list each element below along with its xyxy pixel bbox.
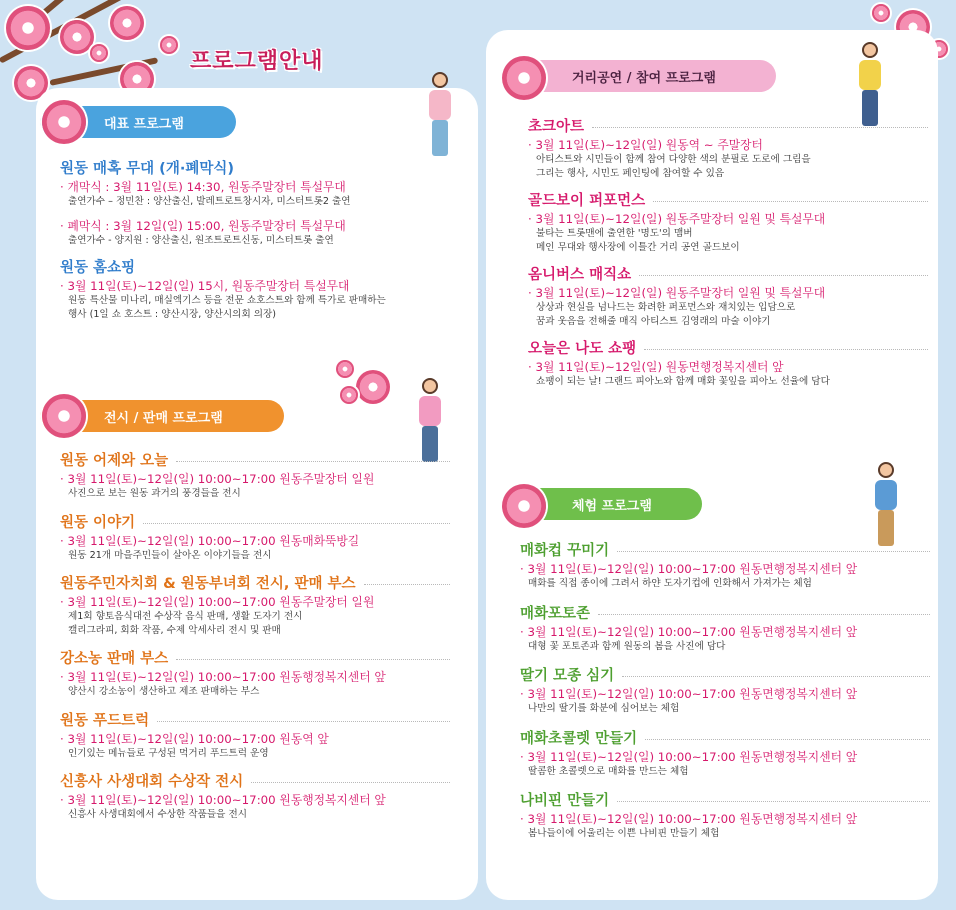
program-schedule: · 3월 11일(토)~12일(일) 10:00~17:00 원동매화뚝방길 (60, 533, 360, 548)
program-item (60, 259, 460, 321)
program-item (520, 667, 930, 716)
program-title: 매화포토존 (520, 605, 591, 622)
program-description: 상상과 현실을 넘나드는 화려한 퍼포먼스와 재치있는 입담으로 (536, 302, 796, 313)
program-schedule: · 3월 11일(토)~12일(일) 원동주말장터 일원 및 특설무대 (528, 286, 826, 300)
program-schedule: · 3월 11일(토)~12일(일) 원동주말장터 일원 및 특설무대 (528, 212, 826, 226)
program-title: 강소농 판매 부스 (60, 651, 169, 667)
program-title: 매화컵 꾸미기 (520, 543, 610, 559)
program-schedule: · 3월 11일(토)~12일(일) 10:00~17:00 원동면행정복지센터 앞 (520, 749, 858, 764)
program-description: 쇼팽이 되는 날! 그랜드 피아노와 함께 매화 꽃잎을 피아노 선율에 담다 (536, 376, 830, 387)
program-item (60, 650, 450, 699)
program-description: 행사 (1일 쇼 호스트 : 양산시장, 양산시의회 의장) (68, 308, 277, 320)
program-title: 원동 이야기 (60, 514, 136, 531)
blossom-icon (6, 6, 50, 50)
experience-program-heading-label: 체험 프로그램 (572, 498, 652, 514)
program-item (60, 514, 450, 563)
program-title: 초크아트 (528, 119, 585, 135)
program-item (60, 773, 450, 822)
rep-program-heading-label: 대표 프로그램 (104, 116, 184, 132)
blossom-icon (872, 4, 890, 22)
program-description: 양산시 강소농이 생산하고 제조 판매하는 부스 (68, 686, 260, 697)
program-schedule: · 3월 11일(토)~12일(일) 10:00~17:00 원동주말장터 일원 (60, 472, 375, 486)
blossom-icon (502, 56, 546, 100)
program-description: 인기있는 메뉴들로 구성된 먹거리 푸드트럭 운영 (68, 747, 269, 759)
program-description: 아티스트와 시민들이 함께 참여 다양한 색의 분필로 도로에 그림을 (536, 154, 811, 165)
program-title: 원동 홈쇼핑 (60, 260, 136, 276)
program-title: 딸기 모종 심기 (520, 668, 615, 684)
program-item (520, 792, 930, 841)
blossom-icon (336, 360, 354, 378)
program-title: 원동주민자치회 & 원동부녀회 전시, 판매 부스 (60, 576, 356, 592)
blossom-icon (502, 484, 546, 528)
program-description: 딸콤한 초콜렛으로 매화를 만드는 체험 (528, 765, 689, 777)
program-item (520, 542, 930, 591)
dancing-man-illustration (850, 42, 890, 128)
program-schedule: · 폐막식 : 3월 12일(일) 15:00, 원동주말장터 특설무대 (60, 218, 346, 233)
program-description: 사진으로 보는 원동 과거의 풍경들을 전시 (68, 488, 241, 499)
program-item (528, 118, 928, 180)
program-description: 원동 특산물 미나리, 매실엑기스 등을 전문 쇼호스트와 함께 특가로 판매하는 (68, 295, 386, 306)
program-schedule: · 3월 11일(토)~12일(일) 10:00~17:00 원동면행정복지센터 앞 (520, 687, 858, 701)
program-schedule: · 3월 11일(토)~12일(일) 10:00~17:00 원동면행정복지센터 앞 (520, 562, 858, 576)
program-item (60, 160, 460, 209)
program-schedule: · 3월 11일(토)~12일(일) 10:00~17:00 원동면행정복지센터 앞 (520, 624, 858, 639)
program-item (528, 192, 928, 254)
program-description: 제1회 향토음식대전 수상작 음식 판매, 생활 도자기 전시 (68, 611, 303, 622)
program-title: 신흥사 사생대회 수상작 전시 (60, 774, 244, 790)
program-description: 출연가수 - 양지원 : 양산출신, 원조트로트신동, 미스터트롯 출연 (68, 234, 334, 246)
dancing-woman-illustration (420, 72, 460, 158)
street-program-heading-label: 거리공연 / 참여 프로그램 (572, 70, 716, 86)
street-program-list (528, 118, 928, 389)
program-item (60, 575, 450, 637)
program-schedule: · 3월 11일(토)~12일(일) 10:00~17:00 원동주말장터 일원 (60, 595, 375, 609)
program-schedule: · 3월 11일(토)~12일(일) 10:00~17:00 원동행정복지센터 앞 (60, 670, 386, 684)
blossom-icon (340, 386, 358, 404)
program-schedule: · 3월 11일(토)~12일(일) 10:00~17:00 원동면행정복지센터 앞 (520, 812, 858, 826)
program-item (520, 730, 930, 779)
program-title: 오늘은 나도 쇼팽 (528, 341, 637, 357)
program-description: 출연가수 – 정민찬 : 양산출신, 발레트로트창시자, 미스터트롯2 출연 (68, 196, 351, 207)
program-title: 매화초콜렛 만들기 (520, 730, 638, 747)
page-title: 프로그램안내 (190, 49, 324, 74)
program-item (528, 266, 928, 328)
program-title: 옴니버스 매직쇼 (528, 267, 632, 283)
blossom-icon (356, 370, 390, 404)
program-item (520, 605, 930, 654)
program-title: 나비핀 만들기 (520, 793, 610, 809)
program-title: 원동 어제와 오늘 (60, 453, 169, 469)
program-item (60, 219, 460, 248)
blossom-icon (90, 44, 108, 62)
program-description: 캘리그라피, 회화 작품, 수제 악세사리 전시 및 판매 (68, 624, 281, 636)
program-description: 나만의 딸기를 화분에 심어보는 체험 (528, 703, 680, 714)
street-program-heading (508, 60, 776, 92)
experience-program-list (520, 542, 930, 841)
program-description: 원동 21개 마을주민들이 살아온 이야기들을 전시 (68, 549, 272, 561)
blossom-icon (110, 6, 144, 40)
blossom-icon (60, 20, 94, 54)
program-item (528, 340, 928, 389)
program-schedule: · 개막식 : 3월 11일(토) 14:30, 원동주말장터 특설무대 (60, 180, 346, 194)
blossom-icon (42, 394, 86, 438)
program-description: 매화를 직접 종이에 그려서 하얀 도자기컵에 인화해서 가져가는 체험 (528, 578, 812, 589)
rep-program-list (60, 160, 460, 321)
program-schedule: · 3월 11일(토)~12일(일) 10:00~17:00 원동행정복지센터 앞 (60, 793, 386, 807)
program-description: 대형 꽃 포토존과 함께 원동의 봄을 사진에 담다 (528, 640, 726, 652)
exhibit-program-heading-label: 전시 / 판매 프로그램 (104, 410, 223, 426)
program-description: 봄나들이에 어울리는 이쁜 나비핀 만들기 체험 (528, 828, 720, 839)
exhibit-program-list (60, 452, 450, 822)
program-title: 원동 매혹 무대 (개·폐막식) (60, 161, 234, 177)
program-schedule: · 3월 11일(토)~12일(일) 10:00~17:00 원동역 앞 (60, 731, 329, 746)
camera-man-illustration (866, 462, 906, 548)
program-description: 메인 무대와 행사장에 이틀간 거리 공연 골드보이 (536, 241, 740, 253)
program-title: 원동 푸드트럭 (60, 712, 150, 729)
blossom-icon (42, 100, 86, 144)
program-schedule: · 3월 11일(토)~12일(일) 15시, 원동주말장터 특설무대 (60, 279, 350, 293)
program-item (60, 452, 450, 501)
program-description: 불타는 트롯맨에 출연한 '명도'의 맴버 (536, 228, 693, 239)
program-description: 그리는 행사, 시민도 페인팅에 참여할 수 있음 (536, 167, 725, 179)
program-title: 골드보이 퍼포먼스 (528, 193, 646, 209)
program-schedule: · 3월 11일(토)~12일(일) 원동역 ~ 주말장터 (528, 138, 763, 152)
program-item (60, 712, 450, 761)
program-description: 꿈과 웃음을 전해줄 매직 아티스트 김영래의 마술 이야기 (536, 315, 771, 327)
program-description: 신흥사 사생대회에서 수상한 작품들을 전시 (68, 809, 248, 820)
blossom-icon (160, 36, 178, 54)
program-schedule: · 3월 11일(토)~12일(일) 원동면행정복지센터 앞 (528, 360, 784, 374)
